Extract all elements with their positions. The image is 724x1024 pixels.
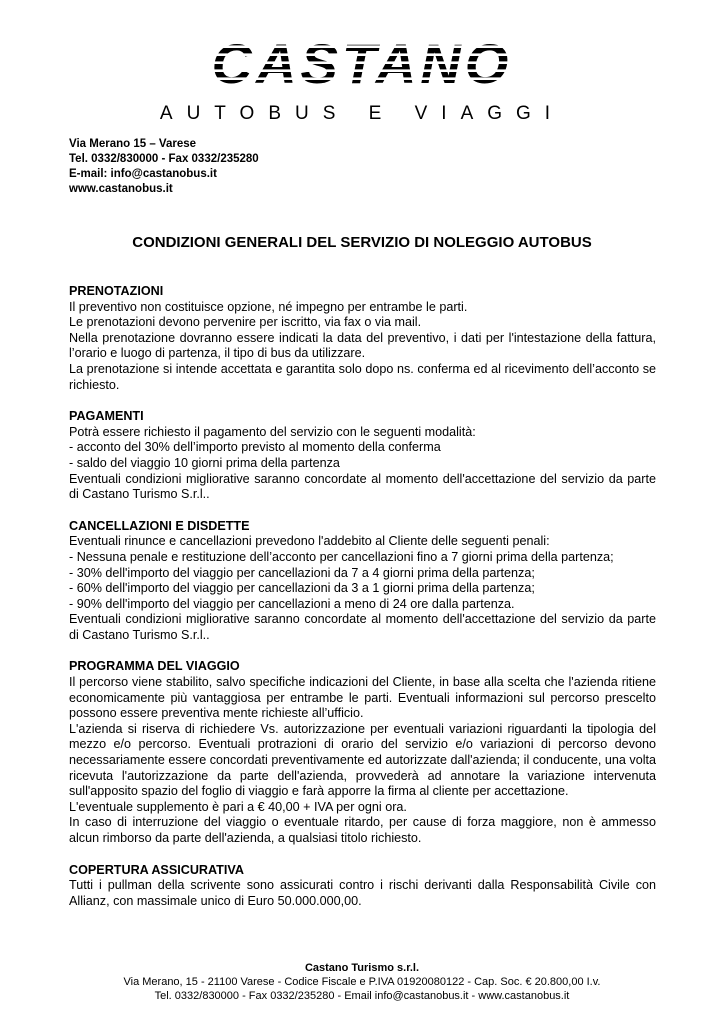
section-programma <box>69 659 656 846</box>
section-paragraph: - 90% dell'importo del viaggio per cancellazioni a meno di 24 ore dalla partenza. <box>69 596 515 611</box>
section-copertura <box>69 863 656 910</box>
section-prenotazioni <box>69 284 656 393</box>
section-paragraph: In caso di interruzione del viaggio o eventuale ritardo, per cause di forza maggiore, non è ammesso alcun rimborso da parte dell'azienda, a qualsiasi titolo richiesto. <box>69 815 656 845</box>
footer-company: Castano Turismo s.r.l. <box>304 962 420 974</box>
footer-legal-line: Via Merano, 15 - 21100 Varese - Codice Fiscale e P.IVA 01920080122 - Cap. Soc. € 20.800,00 I.v. <box>123 976 601 988</box>
contact-block <box>69 137 259 197</box>
section-paragraph: - Nessuna penale e restituzione dell’acconto per cancellazioni fino a 7 giorni prima della partenza; <box>69 549 614 564</box>
section-paragraph: - saldo del viaggio 10 giorni prima della partenza <box>69 455 340 470</box>
document-body <box>69 284 656 925</box>
section-paragraph: - 30% dell'importo del viaggio per cancellazioni da 7 a 4 giorni prima della partenza; <box>69 565 535 580</box>
section-paragraph: Eventuali condizioni migliorative saranno concordate al momento dell'accettazione del servizio da parte di Castano Turismo S.r.l.. <box>69 612 656 642</box>
section-paragraph: Il percorso viene stabilito, salvo specifiche indicazioni del Cliente, in base alla scelta che l'azienda ritiene economicamente più vantaggiosa per entrambe le parti. Eventuali informazioni sul percorso prescelto possono essere preventiva mente richieste all’ufficio. <box>69 675 656 721</box>
section-paragraph: L'eventuale supplemento è pari a € 40,00 + IVA per ogni ora. <box>69 799 407 814</box>
section-paragraph: La prenotazione si intende accettata e garantita solo dopo ns. conferma ed al ricevimento dell’acconto se richiesto. <box>69 361 656 392</box>
section-paragraph: Eventuali condizioni migliorative saranno concordate al momento dell'accettazione del servizio da parte di Castano Turismo S.r.l.. <box>69 471 656 502</box>
section-paragraph: Eventuali rinunce e cancellazioni prevedono l'addebito al Cliente delle seguenti penali: <box>69 534 550 549</box>
section-paragraph: L'azienda si riserva di richiedere Vs. autorizzazione per eventuali variazioni riguardanti la tipologia del mezzo e/o percorso. Eventuali protrazioni di orario del servizio e/o variazioni di percorso devono necessariamente essere concordati preventivamente ed autorizzate dall'azienda; il conducente, una volta ricevuta l'autorizzazione da parte dell'azienda, provvederà ad annotare la variazione intervenuta sull'apposito spazio del foglio di viaggio e farà apporre la firma al cliente per accettazione. <box>69 721 656 799</box>
contact-email: E-mail: info@castanobus.it <box>69 168 217 180</box>
section-paragraph: Il preventivo non costituisce opzione, né impegno per entrambe le parti. <box>69 299 468 314</box>
section-cancellazioni <box>69 519 656 644</box>
section-heading: PROGRAMMA DEL VIAGGIO <box>69 659 240 674</box>
section-heading: COPERTURA ASSICURATIVA <box>69 862 244 877</box>
logo-text: CASTANO <box>211 40 513 88</box>
section-pagamenti <box>69 409 656 503</box>
section-heading: CANCELLAZIONI E DISDETTE <box>69 518 250 533</box>
castano-logo-wordmark <box>132 40 592 88</box>
document-title: CONDIZIONI GENERALI DEL SERVIZIO DI NOLEGGIO AUTOBUS <box>132 234 592 251</box>
section-heading: PRENOTAZIONI <box>69 284 164 298</box>
section-paragraph: Potrà essere richiesto il pagamento del servizio con le seguenti modalità: <box>69 424 476 439</box>
section-heading: PAGAMENTI <box>69 409 144 424</box>
section-paragraph: - acconto del 30% dell’importo previsto al momento della conferma <box>69 440 441 455</box>
footer-contact-line: Tel. 0332/830000 - Fax 0332/235280 - Email info@castanobus.it - www.castanobus.it <box>154 990 570 1002</box>
contact-phone-fax: Tel. 0332/830000 - Fax 0332/235280 <box>69 153 259 165</box>
page-footer <box>0 961 724 1003</box>
logo-tagline: AUTOBUS E VIAGGI <box>159 103 565 124</box>
section-paragraph: - 60% dell'importo del viaggio per cancellazioni da 3 a 1 giorni prima della partenza; <box>69 581 535 596</box>
section-paragraph: Nella prenotazione dovranno essere indicati la data del preventivo, i dati per l'intestazione della fattura, l’orario e luogo di partenza, il tipo di bus da utilizzare. <box>69 330 656 361</box>
section-paragraph: Tutti i pullman della scrivente sono assicurati contro i rischi derivanti dalla Responsabilità Civile con Allianz, con massimale unico di Euro 50.000.000,00. <box>69 878 656 908</box>
contact-address: Via Merano 15 – Varese <box>69 138 197 150</box>
section-paragraph: Le prenotazioni devono pervenire per iscritto, via fax o via mail. <box>69 315 422 330</box>
contact-website: www.castanobus.it <box>69 183 173 195</box>
